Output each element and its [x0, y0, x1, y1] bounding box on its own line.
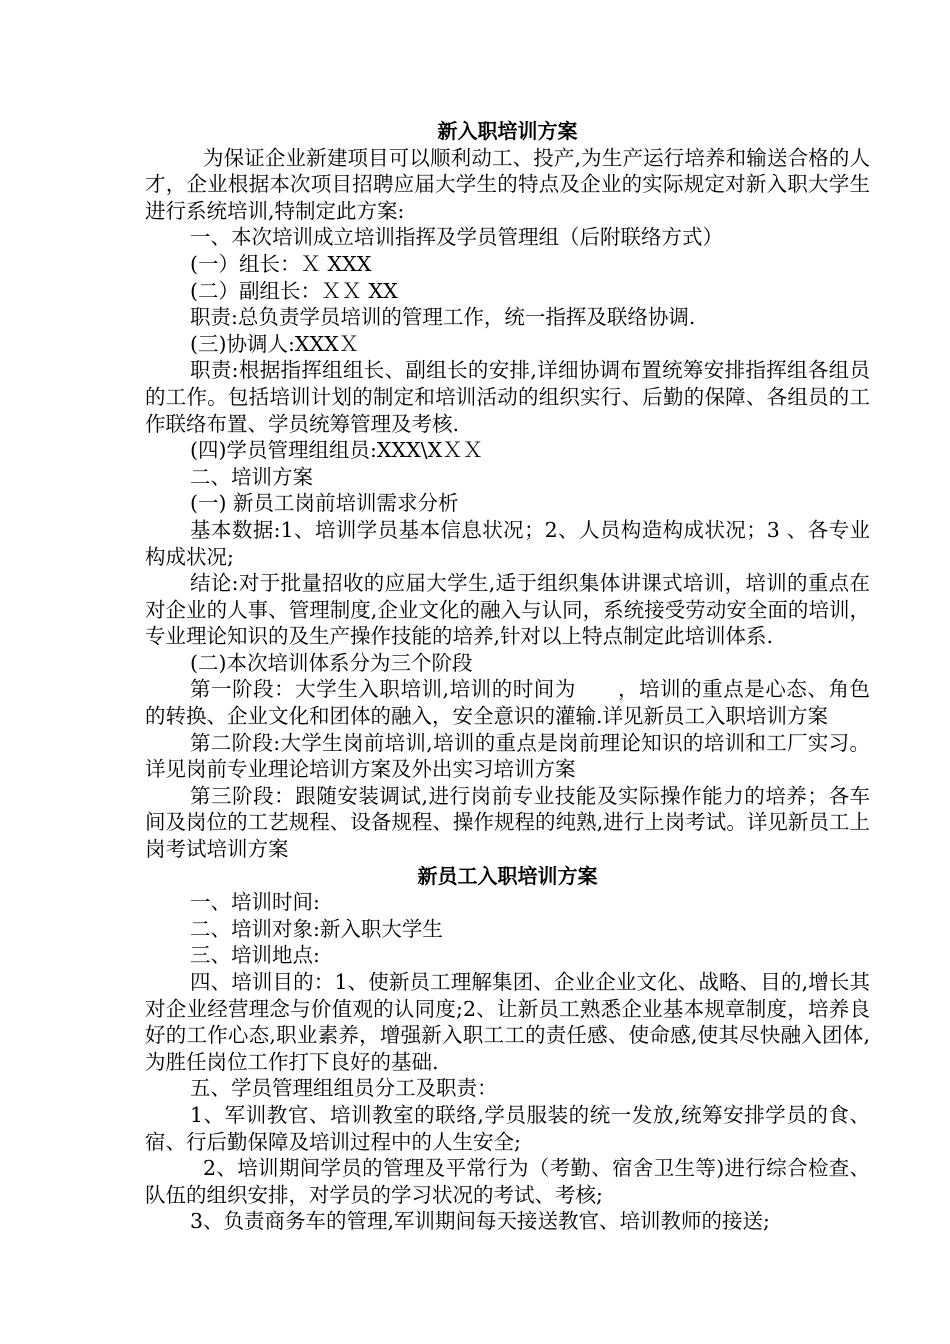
paragraph: 结论:对于批量招收的应届大学生,适于组织集体讲课式培训，培训的重点在对企业的人事、管理制度,企业文化的融入与认同，系统接受劳动安全面的培训，专业理论知识的及生产操作技能的培养,针对以上特点制定此培训体系.	[145, 571, 870, 649]
paragraph: (四)学员管理组组员:XXX\XＸＸ	[190, 438, 484, 463]
paragraph: (二)本次培训体系分为三个阶段	[190, 650, 473, 675]
section-title: 新员工入职培训方案	[417, 863, 598, 888]
document-page	[145, 118, 870, 1235]
paragraph: 第二阶段:大学生岗前培训,培训的重点是岗前理论知识的培训和工厂实习。详见岗前专业理论培训方案及外出实习培训方案	[145, 730, 870, 782]
document-title: 新入职培训方案	[437, 119, 578, 143]
paragraph: 二、培训方案	[190, 464, 313, 489]
paragraph: 一、培训时间:	[190, 890, 320, 915]
paragraph: 2、培训期间学员的管理及平常行为（考勤、宿舍卫生等)进行综合检查、队伍的组织安排，对学员的学习状况的考试、考核;	[145, 1156, 870, 1207]
paragraph: (三)协调人:XXXＸ	[190, 331, 360, 356]
paragraph: 第三阶段：跟随安装调试,进行岗前专业技能及实际操作能力的培养；各车间及岗位的工艺规程、设备规程、操作规程的纯熟,进行上岗考试。详见新员工上岗考试培训方案	[145, 783, 870, 862]
paragraph: 第一阶段：大学生入职培训,培训的时间为 ，培训的重点是心态、角色的转换、企业文化和团体的融入，安全意识的灌输.详见新员工入职培训方案	[145, 677, 870, 729]
paragraph: 二、培训对象:新入职大学生	[190, 916, 443, 941]
intro-paragraph: 为保证企业新建项目可以顺利动工、投产,为生产运行培养和输送合格的人才，企业根据本次项目招聘应届大学生的特点及企业的实际规定对新入职大学生进行系统培训,特制定此方案:	[145, 145, 870, 223]
paragraph: 三、培训地点:	[190, 943, 320, 968]
paragraph: (一）组长：Ｘ XXX	[190, 251, 372, 276]
paragraph: (二）副组长：ＸＸ XX	[190, 278, 398, 303]
paragraph: (一) 新员工岗前培训需求分析	[190, 491, 459, 516]
paragraph: 四、培训目的：1、使新员工理解集团、企业企业文化、战略、目的,增长其对企业经营理念与价值观的认同度;2、让新员工熟悉企业基本规章制度，培养良好的工作心态,职业素养，增强新入职工工的责任感、使命感,使其尽快融入团体,为胜任岗位工作打下良好的基础.	[145, 970, 870, 1074]
paragraph: 3、负责商务车的管理,军训期间每天接送教官、培训教师的接送;	[190, 1209, 770, 1234]
paragraph: 五、学员管理组组员分工及职责：	[190, 1076, 498, 1101]
paragraph: 一、本次培训成立培训指挥及学员管理组（后附联络方式）	[190, 225, 723, 250]
paragraph: 1、军训教官、培训教室的联络,学员服装的统一发放,统筹安排学员的食、宿、行后勤保障及培训过程中的人生安全;	[145, 1102, 870, 1154]
paragraph: 基本数据:1、培训学员基本信息状况；2、人员构造构成状况；3 、各专业构成状况;	[145, 517, 870, 569]
paragraph: 职责:根据指挥组组长、副组长的安排,详细协调布置统筹安排指挥组各组员的工作。包括培训计划的制定和培训活动的组织实行、后勤的保障、各组员的工作联络布置、学员统筹管理及考核.	[145, 358, 870, 436]
paragraph: 职责:总负责学员培训的管理工作，统一指挥及联络协调.	[190, 305, 696, 330]
